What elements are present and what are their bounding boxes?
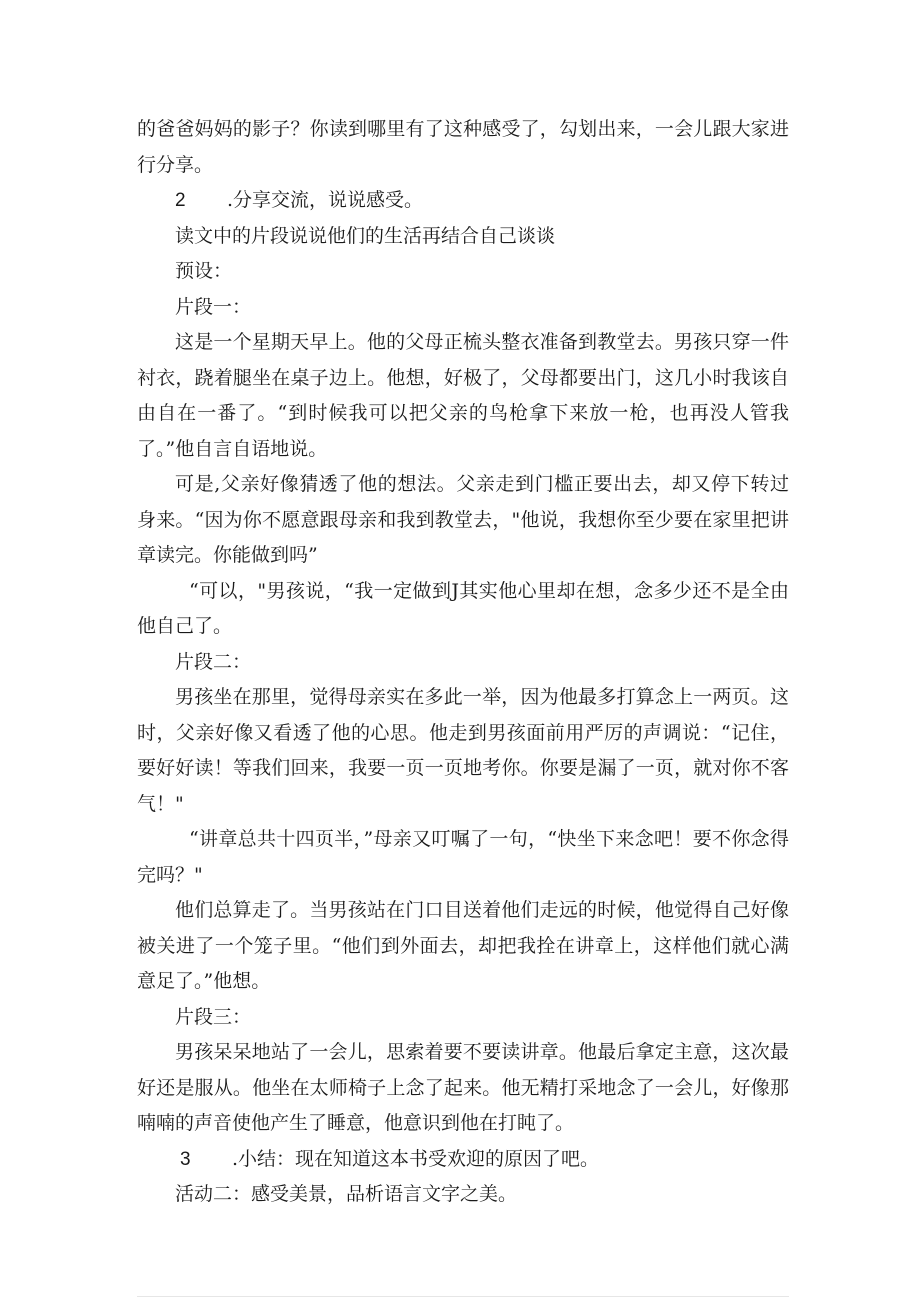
paragraph-excerpt-1-a: 这是一个星期天早上。他的父母正梳头整衣准备到教堂去。男孩只穿一件衬衣，跷着腿坐在桌子边上。他想，好极了，父母都要出门，这几小时我该自由自在一番了。“到时候我可以把父亲的鸟枪拿下来放一枪，也再没人管我了。”他自言自语地说。 — [137, 331, 789, 460]
paragraph-continuation: 的爸爸妈妈的影子？你读到哪里有了这种感受了，勾划出来，一会儿跟大家进行分享。 — [137, 118, 789, 176]
paragraph-excerpt-3-a: 男孩呆呆地站了一会儿，思索着要不要读讲章。他最后拿定主意，这次最好还是服从。他坐在太师椅子上念了起来。他无精打采地念了一会儿，好像那喃喃的声音使他产生了睡意，他意识到他在打盹了。 — [137, 1041, 789, 1134]
heading-preset: 预设： — [175, 260, 233, 282]
item-number: 3 — [180, 1148, 191, 1170]
paragraph-excerpt-2-c: 他们总算走了。当男孩站在门口目送着他们走远的时候，他觉得自己好像被关进了一个笼子里。“他们到外面去，却把我拴在讲章上，这样他们就心满意足了。”他想。 — [137, 899, 789, 992]
item-text: .分享交流，说说感受。 — [227, 189, 424, 211]
document-page — [137, 112, 789, 1213]
paragraph-excerpt-2-a: 男孩坐在那里，觉得母亲实在多此一举，因为他最多打算念上一两页。这时，父亲好像又看透了他的心思。他走到男孩面前用严厉的声调说：“记住，要好好读！等我们回来，我要一页一页地考你。你要是漏了一页，就对你不客气！" — [137, 686, 789, 815]
paragraph-excerpt-2-b: “讲章总共十四页半，”母亲又叮嘱了一句，“快坐下来念吧！要不你念得完吗？" — [137, 828, 789, 886]
numbered-item-3 — [137, 1142, 789, 1178]
heading-excerpt-3: 片段三： — [175, 1005, 252, 1028]
paragraph-instruction: 读文中的片段说说他们的生活再结合自己谈谈 — [175, 224, 556, 247]
numbered-item-2 — [137, 183, 789, 219]
heading-excerpt-2: 片段二： — [175, 650, 252, 673]
page-bottom-edge — [137, 1296, 789, 1297]
paragraph-excerpt-1-b: 可是,父亲好像猜透了他的想法。父亲走到门槛正要出去，却又停下转过身来。“因为你不愿意跟母亲和我到教堂去，"他说，我想你至少要在家里把讲章读完。你能做到吗” — [137, 473, 789, 566]
item-number: 2 — [175, 190, 186, 211]
heading-excerpt-1: 片段一： — [175, 295, 252, 318]
item-text: .小结：现在知道这本书受欢迎的原因了吧。 — [232, 1147, 600, 1170]
paragraph-excerpt-1-c: “可以，"男孩说，“我一定做到J其实他心里却在想，念多少还不是全由他自己了。 — [137, 579, 789, 637]
heading-activity-2: 活动二：感受美景，品析语言文字之美。 — [175, 1183, 518, 1205]
